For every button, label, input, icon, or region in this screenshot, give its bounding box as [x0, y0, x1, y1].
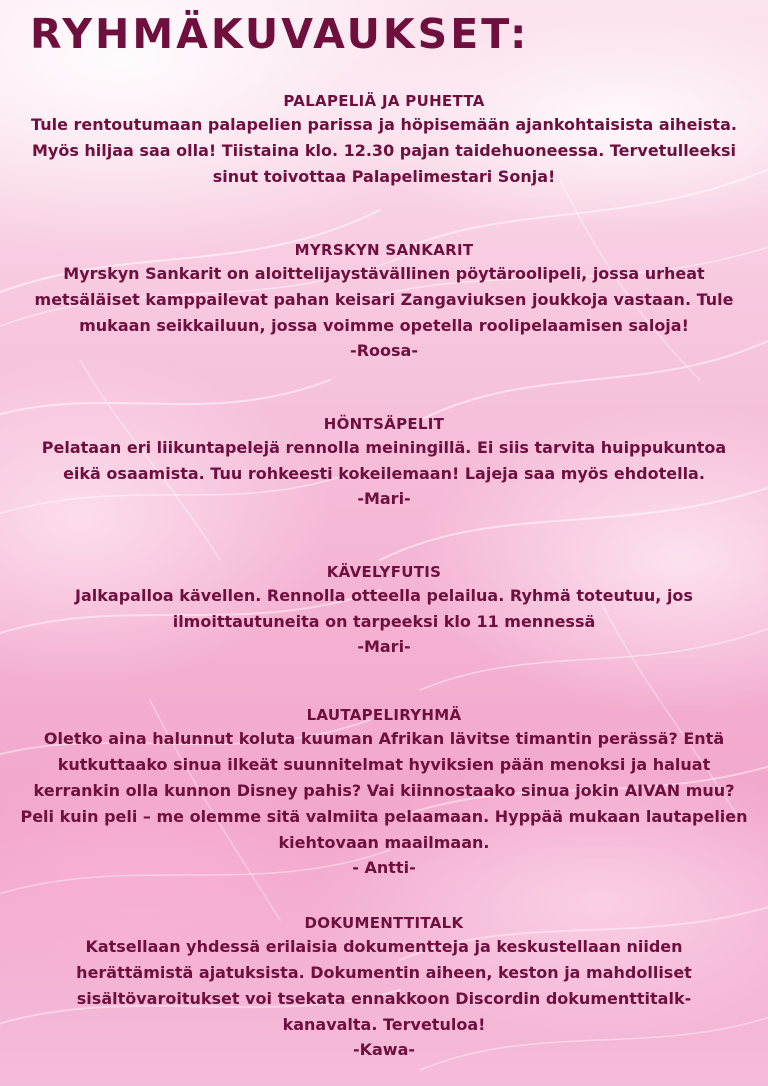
section-line: kutkuttaako sinua ilkeät suunnitelmat hyviksien pään menoksi ja haluat: [57, 755, 711, 774]
section-line: sinut toivottaa Palapelimestari Sonja!: [212, 167, 556, 186]
section-hontsapelit: [10, 413, 758, 511]
section-heading: DOKUMENTTITALK: [304, 914, 464, 932]
section-palapelia-ja-puhetta: [10, 90, 758, 190]
section-heading: HÖNTSÄPELIT: [323, 415, 445, 433]
section-lautapeliryhma: [10, 704, 758, 880]
section-line: Katsellaan yhdessä erilaisia dokumentteja ja keskustellaan niiden: [85, 937, 683, 956]
section-signature: -Mari-: [357, 637, 411, 656]
section-heading: LAUTAPELIRYHMÄ: [306, 706, 462, 724]
section-heading: KÄVELYFUTIS: [326, 563, 442, 581]
section-line: metsäläiset kamppailevat pahan keisari Zangaviuksen joukkoja vastaan. Tule: [34, 290, 734, 309]
section-line: eikä osaamista. Tuu rohkeesti kokeilemaan! Lajeja saa myös ehdotella.: [63, 464, 705, 483]
section-line: ilmoittautuneita on tarpeeksi klo 11 mennessä: [172, 612, 596, 631]
section-line: kerrankin olla kunnon Disney pahis? Vai kiinnostaako sinua jokin AIVAN muu?: [33, 781, 735, 800]
section-myrskyn-sankarit: [10, 239, 758, 363]
section-line: Jalkapalloa kävellen. Rennolla otteella pelailua. Ryhmä toteutuu, jos: [75, 586, 693, 605]
section-line: Peli kuin peli – me olemme sitä valmiita pelaamaan. Hyppää mukaan lautapelien: [20, 807, 748, 826]
section-line: Oletko aina halunnut koluta kuuman Afrikan lävitse timantin perässä? Entä: [43, 729, 725, 748]
section-signature: - Antti-: [352, 858, 416, 877]
section-kavelyfutis: [10, 561, 758, 659]
page-title: RYHMÄKUVAUKSET:: [30, 10, 530, 58]
section-line: herättämistä ajatuksista. Dokumentin aiheen, keston ja mahdolliset: [76, 963, 692, 982]
section-line: sisältövaroitukset voi tsekata ennakkoon Discordin dokumenttitalk-: [76, 989, 692, 1008]
section-line: kanavalta. Tervetuloa!: [282, 1015, 486, 1034]
section-line: Myös hiljaa saa olla! Tiistaina klo. 12.30 pajan taidehuoneessa. Tervetulleeksi: [31, 141, 737, 160]
section-heading: MYRSKYN SANKARIT: [294, 241, 474, 259]
section-signature: -Roosa-: [350, 341, 418, 360]
section-line: Myrskyn Sankarit on aloittelijaystävällinen pöytäroolipeli, jossa urheat: [63, 264, 705, 283]
section-line: kiehtovaan maailmaan.: [278, 833, 490, 852]
section-dokumenttitalk: [10, 912, 758, 1062]
section-heading: PALAPELIÄ JA PUHETTA: [283, 92, 485, 110]
section-line: mukaan seikkailuun, jossa voimme opetella roolipelaamisen saloja!: [79, 316, 689, 335]
section-signature: -Mari-: [357, 489, 411, 508]
section-signature: -Kawa-: [352, 1040, 416, 1059]
section-line: Pelataan eri liikuntapelejä rennolla meiningillä. Ei siis tarvita huippukuntoa: [41, 438, 727, 457]
section-line: Tule rentoutumaan palapelien parissa ja höpisemään ajankohtaisista aiheista.: [31, 115, 737, 134]
